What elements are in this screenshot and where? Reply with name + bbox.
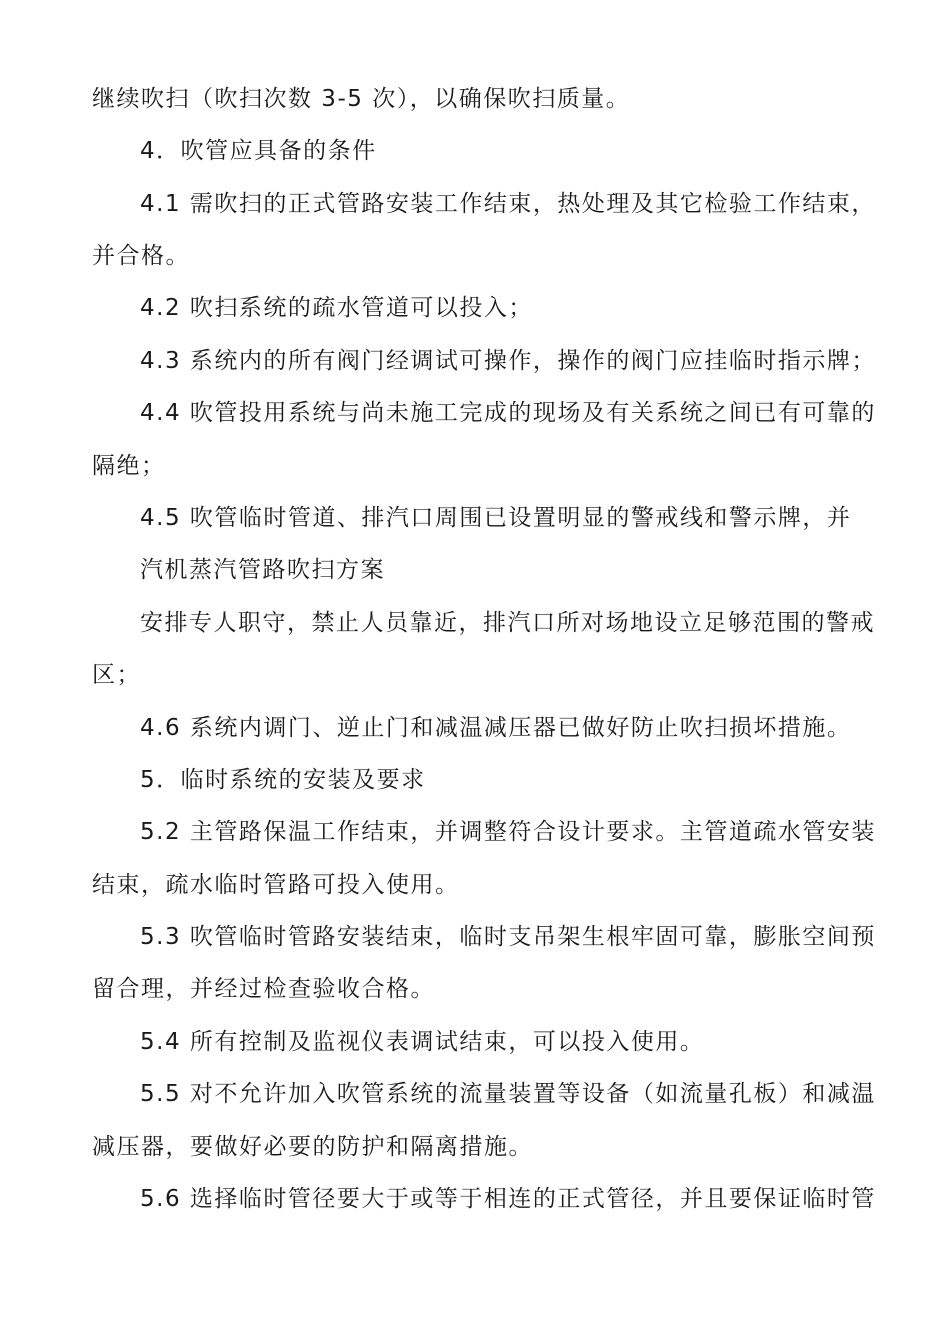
text-line: 区； [92, 662, 141, 688]
text-line: 4.2 吹扫系统的疏水管道可以投入； [140, 295, 533, 321]
section-heading: 4．吹管应具备的条件 [140, 138, 377, 164]
section-heading: 5．临时系统的安装及要求 [140, 767, 426, 793]
text-line: 4.5 吹管临时管道、排汽口周围已设置明显的警戒线和警示牌，并 [140, 505, 852, 531]
text-line: 4.6 系统内调门、逆止门和减温减压器已做好防止吹扫损坏措施。 [140, 715, 852, 741]
text-line: 4.4 吹管投用系统与尚未施工完成的现场及有关系统之间已有可靠的 [140, 400, 876, 426]
text-line: 5.5 对不允许加入吹管系统的流量装置等设备（如流量孔板）和减温 [140, 1081, 876, 1107]
text-line: 隔绝； [92, 453, 166, 479]
text-line: 结束，疏水临时管路可投入使用。 [92, 872, 460, 898]
text-line: 继续吹扫（吹扫次数 3-5 次），以确保吹扫质量。 [92, 86, 631, 112]
text-line: 5.6 选择临时管径要大于或等于相连的正式管径，并且要保证临时管 [140, 1186, 876, 1212]
text-line: 4.3 系统内的所有阀门经调试可操作，操作的阀门应挂临时指示牌； [140, 348, 876, 374]
document-title-line: 汽机蒸汽管路吹扫方案 [140, 557, 385, 583]
text-line: 并合格。 [92, 243, 190, 269]
text-line: 5.3 吹管临时管路安装结束，临时支吊架生根牢固可靠，膨胀空间预 [140, 924, 876, 950]
text-line: 5.2 主管路保温工作结束，并调整符合设计要求。主管道疏水管安装 [140, 819, 876, 845]
text-line: 留合理，并经过检查验收合格。 [92, 976, 435, 1002]
text-line: 减压器，要做好必要的防护和隔离措施。 [92, 1134, 533, 1160]
text-line: 5.4 所有控制及监视仪表调试结束，可以投入使用。 [140, 1029, 705, 1055]
text-line: 安排专人职守，禁止人员靠近，排汽口所对场地设立足够范围的警戒 [140, 610, 875, 636]
text-line: 4.1 需吹扫的正式管路安装工作结束，热处理及其它检验工作结束， [140, 191, 876, 217]
